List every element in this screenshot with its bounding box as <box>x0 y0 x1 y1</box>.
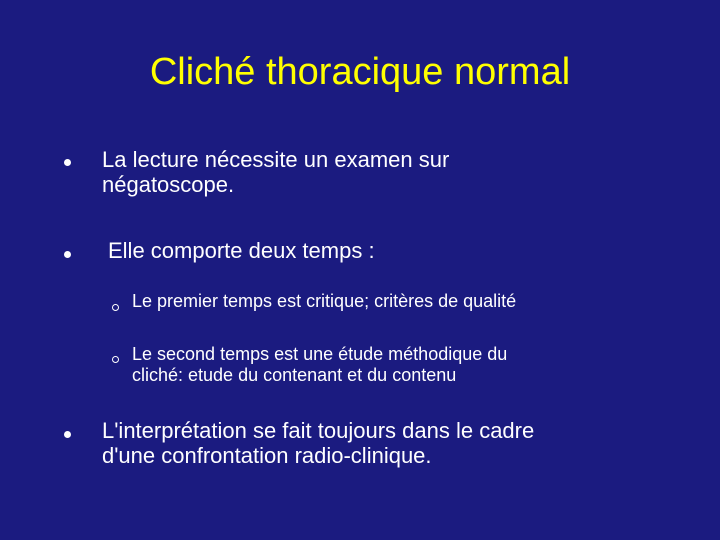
bullet-line: négatoscope. <box>102 172 235 197</box>
sub-bullet-line: Le premier temps est critique; critères de qualité <box>132 291 517 311</box>
bullet-item-two-phases <box>108 238 668 263</box>
sub-bullet-circle-icon <box>112 356 119 363</box>
bullet-item-reading <box>102 147 662 197</box>
slide-title: Cliché thoracique normal <box>149 51 571 93</box>
bullet-line: La lecture nécessite un examen sur <box>102 147 450 172</box>
sub-bullet-item-second-phase <box>132 344 692 386</box>
sub-bullet-item-first-phase <box>132 291 692 312</box>
bullet-item-interpretation <box>102 418 682 468</box>
bullet-dot-icon <box>64 159 71 166</box>
bullet-dot-icon <box>64 251 71 258</box>
bullet-line: L'interprétation se fait toujours dans le cadre <box>102 418 535 443</box>
sub-bullet-line: Le second temps est une étude méthodique du <box>132 344 508 364</box>
bullet-line: d'une confrontation radio-clinique. <box>102 443 432 468</box>
bullet-line: Elle comporte deux temps : <box>108 238 375 263</box>
bullet-dot-icon <box>64 431 71 438</box>
sub-bullet-line: cliché: etude du contenant et du contenu <box>132 365 457 385</box>
sub-bullet-circle-icon <box>112 304 119 311</box>
